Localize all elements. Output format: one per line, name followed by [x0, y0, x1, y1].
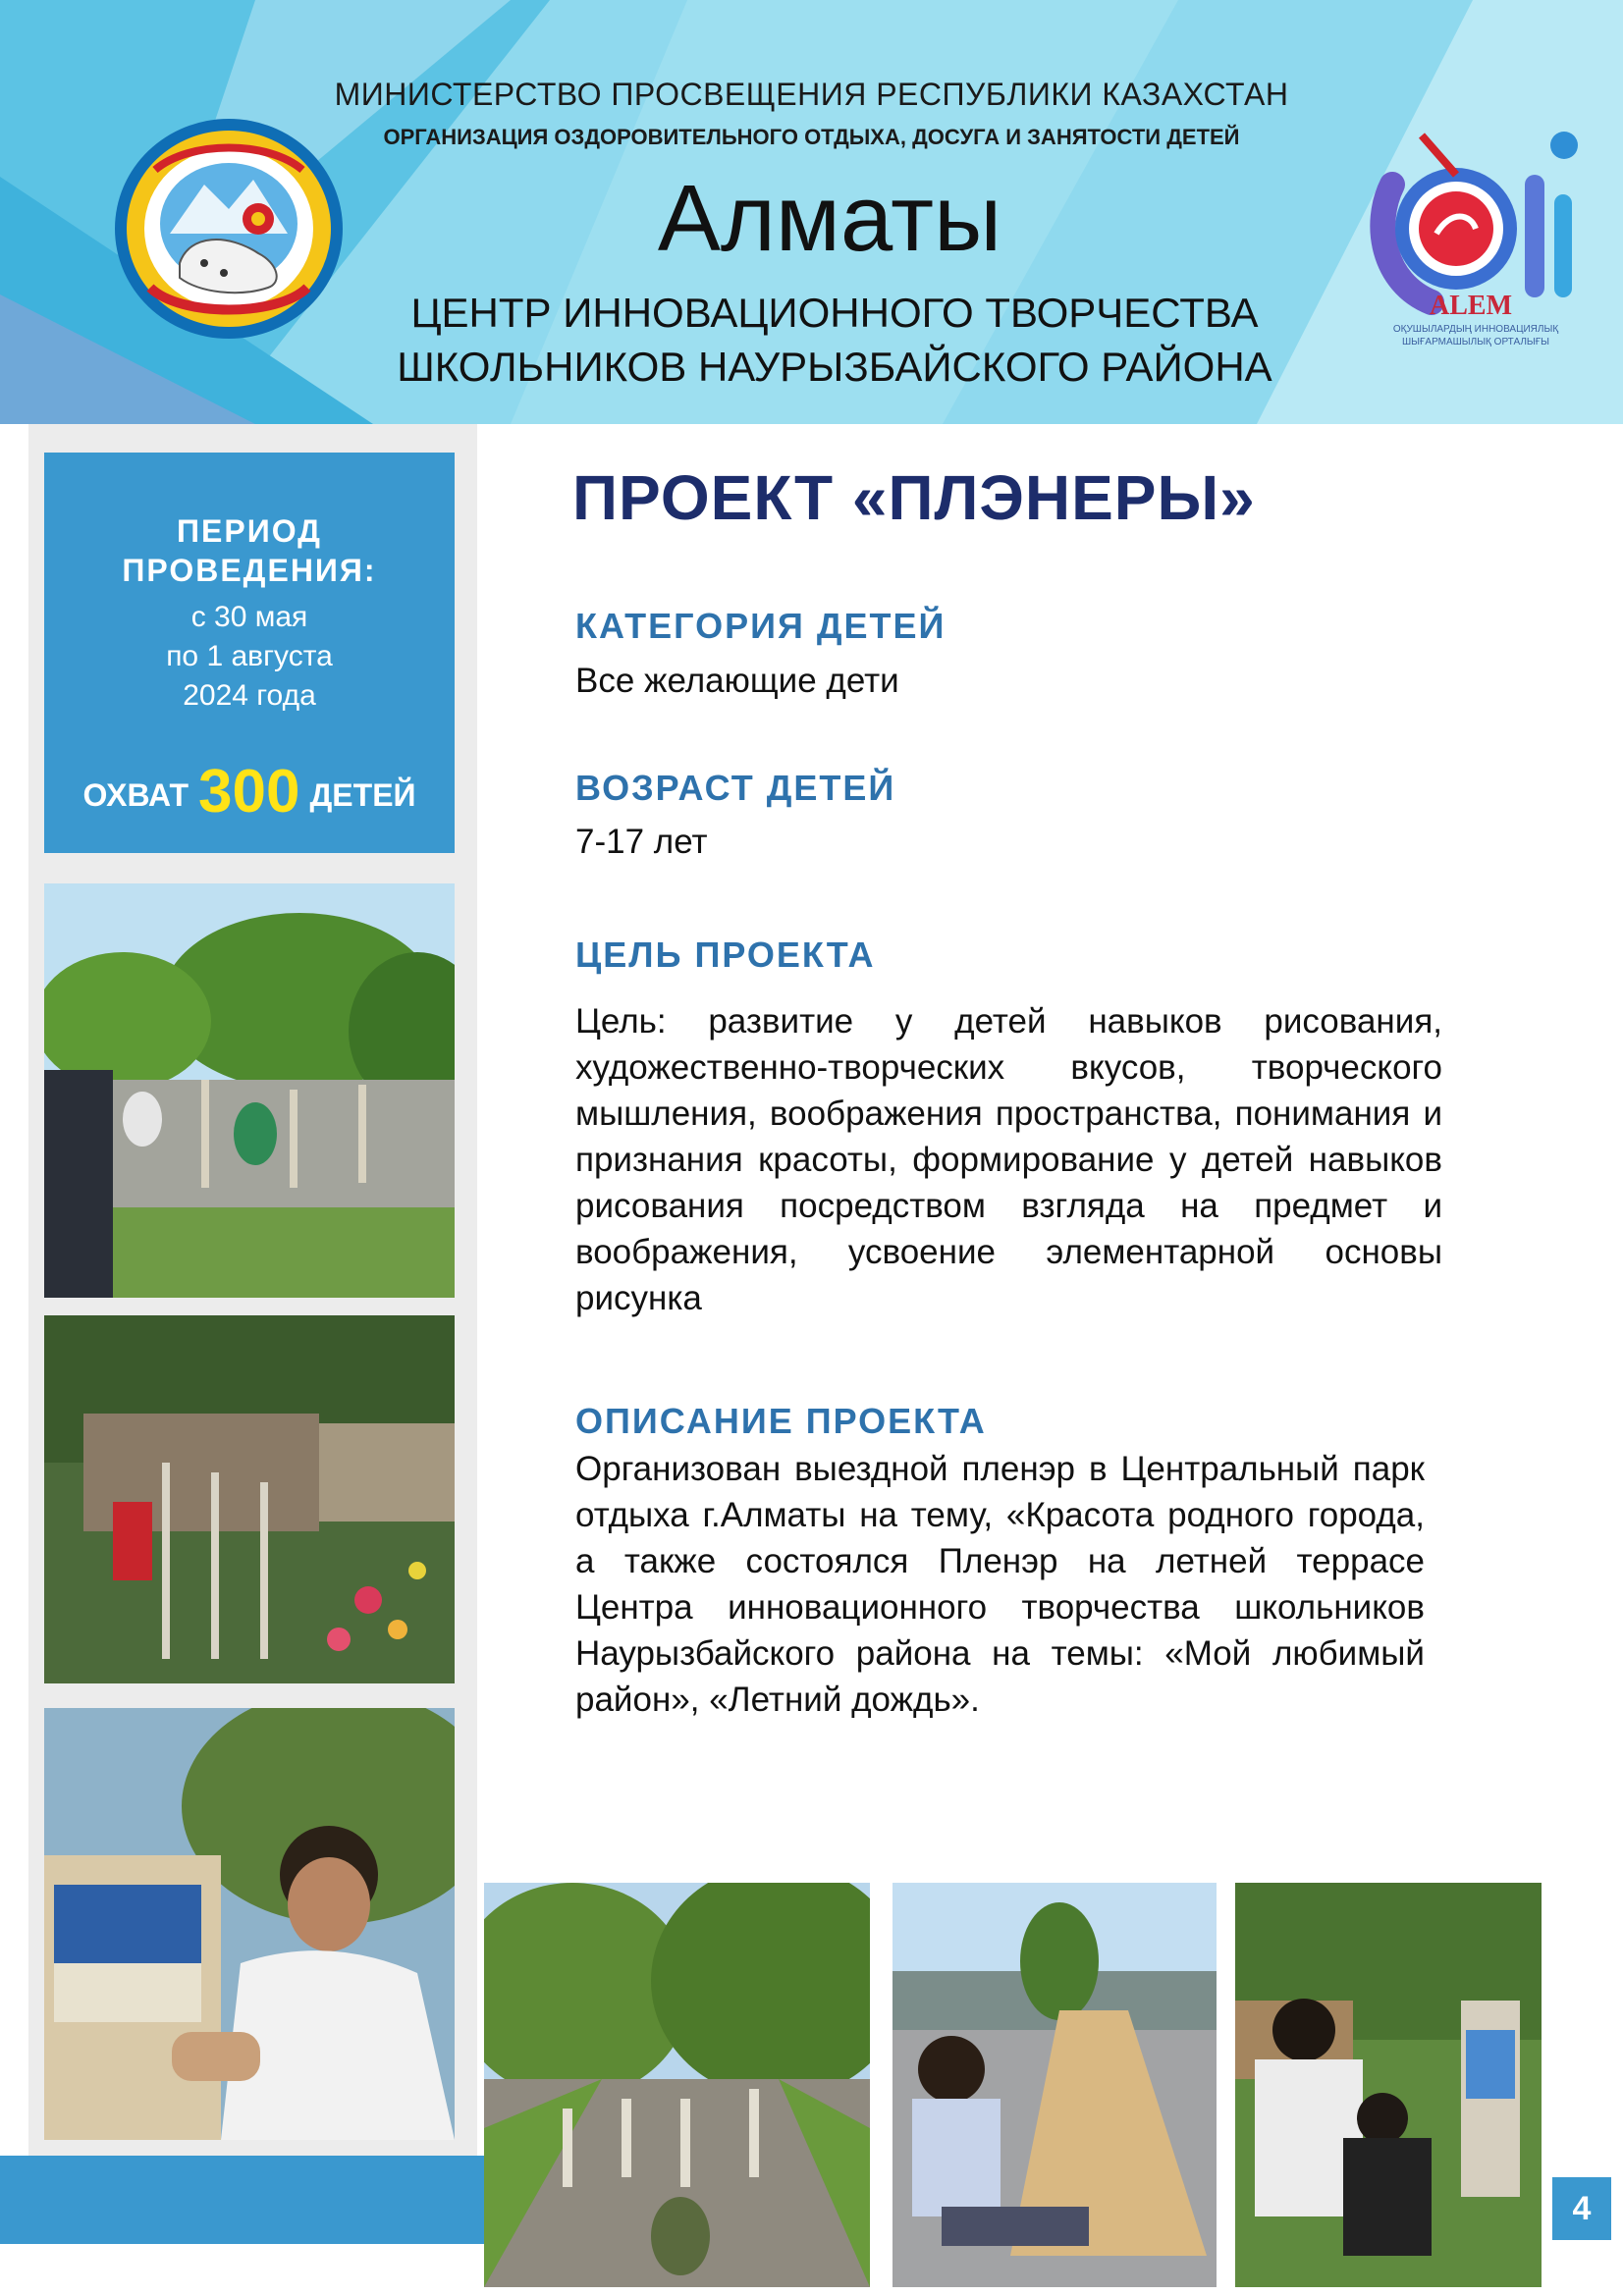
- period-label-line1: ПЕРИОД: [177, 513, 322, 549]
- bottom-accent-band: [0, 2156, 486, 2244]
- city-title: Алматы: [657, 166, 1002, 271]
- header-banner: [0, 0, 1623, 424]
- alem-logo: [1363, 116, 1589, 351]
- photo-teacher-student: [1235, 1883, 1542, 2287]
- description-heading: ОПИСАНИЕ ПРОЕКТА: [575, 1401, 987, 1441]
- period-to: по 1 августа: [166, 640, 333, 672]
- alem-logo-text: ALEM: [1430, 291, 1512, 321]
- description-text: Организован выездной пленэр в Центральный парк отдыха г.Алматы на тему, «Красота родного города, а также состоялся Пленэр на летней террасе Центра инновационного творчества школьников Наурызбайского района на темы: «Мой любимый район», «Летний дождь».: [575, 1450, 1425, 1719]
- center-name-line2: ШКОЛЬНИКОВ НАУРЫЗБАЙСКОГО РАЙОНА: [397, 344, 1272, 390]
- category-text: Все желающие дети: [575, 662, 899, 700]
- age-text: 7-17 лет: [575, 823, 708, 861]
- alem-logo-subtext-1: ОҚУШЫЛАРДЫҢ ИННОВАЦИЯЛЫҚ: [1392, 324, 1559, 335]
- organization-name: ОРГАНИЗАЦИЯ ОЗДОРОВИТЕЛЬНОГО ОТДЫХА, ДОСУГА И ЗАНЯТОСТИ ДЕТЕЙ: [383, 125, 1240, 149]
- coverage: [44, 757, 455, 827]
- photo-alley-easels: [484, 1883, 870, 2287]
- period-info-box: [44, 453, 455, 853]
- period-from: с 30 мая: [190, 601, 308, 633]
- page-number: 4: [1552, 2177, 1611, 2240]
- ministry-name: МИНИСТЕРСТВО ПРОСВЕЩЕНИЯ РЕСПУБЛИКИ КАЗАХСТАН: [334, 77, 1289, 112]
- period-label: [44, 511, 455, 590]
- page-title: ПРОЕКТ «ПЛЭНЕРЫ»: [572, 462, 1256, 533]
- period-label-line2: ПРОВЕДЕНИЯ:: [122, 553, 377, 588]
- coverage-suffix: ДЕТЕЙ: [309, 777, 416, 813]
- coverage-number: 300: [198, 758, 300, 826]
- alem-logo-subtext-2: ШЫҒАРМАШЫЛЫҚ ОРТАЛЫҒЫ: [1401, 337, 1550, 347]
- age-heading: ВОЗРАСТ ДЕТЕЙ: [575, 768, 896, 808]
- photo-garden-easels: [44, 1315, 455, 1683]
- goal-text: Цель: развитие у детей навыков рисования, художественно-творческих вкусов, творческого мышления, воображения пространства, понимания и признания красоты, формирование у детей навыков рисования посредством взгляда на предмет и воображения, усвоение элементарной основы рисунка: [575, 1002, 1442, 1317]
- goal-heading: ЦЕЛЬ ПРОЕКТА: [575, 934, 876, 975]
- photo-boy-painting: [44, 1708, 455, 2140]
- period-dates: [44, 598, 455, 716]
- photo-terrace-girl: [893, 1883, 1217, 2287]
- photo-park-plein-air: [44, 883, 455, 1298]
- center-name-line1: ЦЕНТР ИННОВАЦИОННОГО ТВОРЧЕСТВА: [410, 290, 1259, 336]
- coverage-prefix: ОХВАТ: [82, 777, 189, 813]
- category-heading: КАТЕГОРИЯ ДЕТЕЙ: [575, 606, 947, 646]
- period-year: 2024 года: [183, 679, 316, 712]
